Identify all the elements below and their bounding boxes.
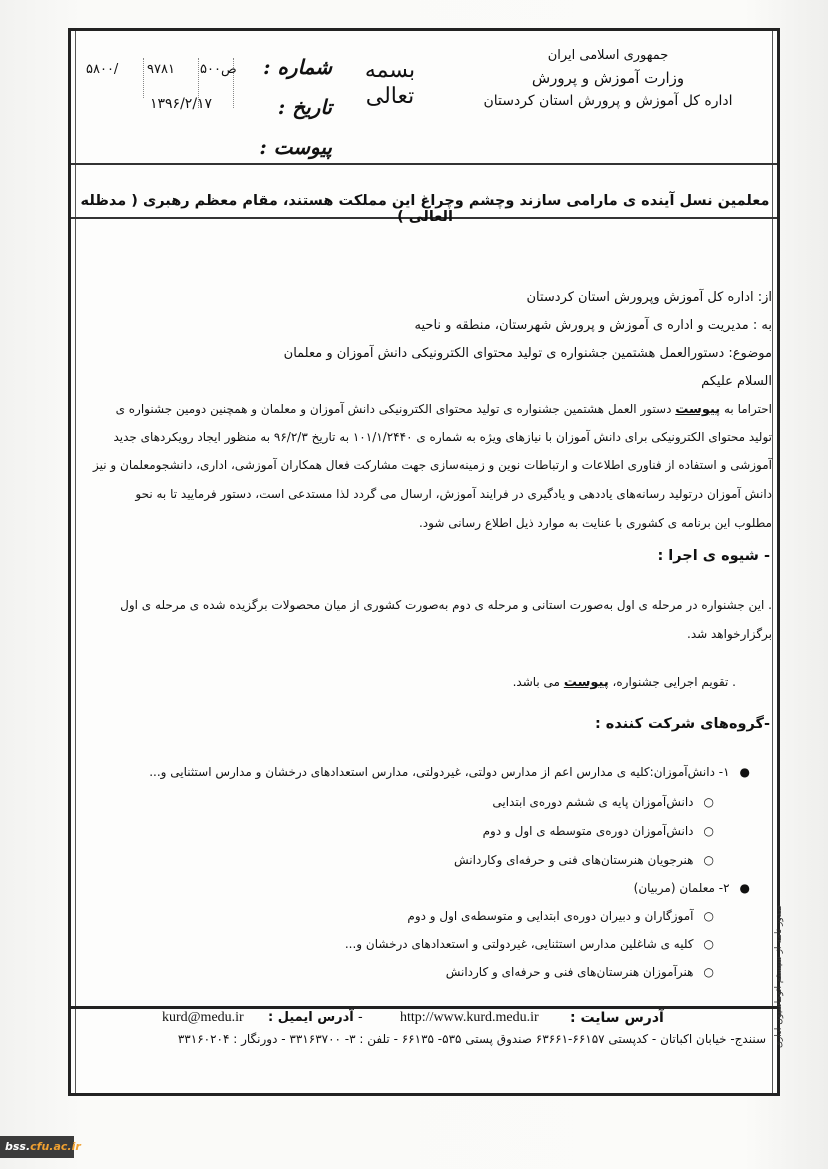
letter-greeting: السلام علیکم <box>701 374 772 389</box>
frame-inner-border-right <box>772 31 773 1093</box>
circle-bullet-icon: ○ <box>703 909 714 923</box>
participant-subitem: ○کلیه ی شاغلین مدارس استثنایی، غیردولتی و استعدادهای درخشان و... <box>344 937 714 951</box>
frame-inner-border-left <box>75 31 76 1093</box>
participant-group: ●۲- معلمان (مربیان) <box>633 881 750 895</box>
email-address[interactable]: kurd@medu.ir <box>162 1010 244 1025</box>
paragraph-line: احتراما به پیوست دستور العمل هشتمین جشنواره ی تولید محتوای الکترونیکی دانش آموزان و معلمان و همچنین دومین جشنواره ی <box>115 402 772 417</box>
website-url[interactable]: http://www.kurd.medu.ir <box>400 1010 539 1025</box>
automation-note: صدور نامه از سیستم اتوماسیون اداری <box>774 905 784 1049</box>
republic-name: جمهوری اسلامی ایران <box>547 48 669 63</box>
participant-subitem: ○هنرجویان هنرستان‌های فنی و حرفه‌ای وکاردانش <box>453 853 714 867</box>
attachment-link: پیوست <box>675 402 721 417</box>
paragraph-line: مطلوب این برنامه ی کشوری با عنایت به موارد ذیل اطلاع رسانی شود. <box>418 516 772 530</box>
paragraph-line: آموزشی و استفاده از فناوری اطلاعات و ارتباطات نوین و زمینه‌سازی جهت مشارکت فعال همکاران آموزشی، اداری، دانشجومعلمان و نیز <box>93 458 772 472</box>
field-separator <box>143 58 144 98</box>
circle-bullet-icon: ○ <box>703 937 714 951</box>
letter-number-part: ص۵۰۰ <box>200 62 237 77</box>
postal-address: سنندج- خیابان اکباتان - کدپستی ۶۶۱۵۷-۶۳۶۶۱ صندوق پستی ۵۳۵- ۶۶۱۳۵ - تلفن : ۳- ۳۳۱۶۳۷۰۰ - دورنگار : ۳۳۱۶۰۲۰۴ <box>177 1032 766 1046</box>
participant-group: ●۱- دانش‌آموزان:کلیه ی مدارس اعم از مدارس دولتی، غیردولتی، مدارس استعدادهای درخشان و مدارس استثنایی و... <box>149 765 750 779</box>
letter-date: ۱۳۹۶/۲/۱۷ <box>150 96 213 112</box>
participant-subitem: ○آموزگاران و دبیران دوره‌ی ابتدایی و متوسطه‌ی اول و دوم <box>407 909 714 923</box>
motto-banner: معلمین نسل آینده ی مارامی سازند وچشم وچراغ این مملکت هستند، مقام معظم رهبری ( مدظله العالی ) <box>80 193 770 225</box>
execution-item-continued: برگزارخواهد شد. <box>687 627 772 641</box>
paragraph-line: دانش آموزان درتولید رسانه‌های یاددهی و یادگیری در فرایند آموزش، ارسال می گردد لذا مستدعی است، دستور فرمایید تا به نحو <box>135 487 772 501</box>
website-label: آدرس سایت : <box>570 1010 664 1026</box>
attachment-label: پیوست : <box>259 135 332 159</box>
department-name: اداره کل آموزش و پرورش استان کردستان <box>483 93 733 109</box>
letter-number-part: ۹۷۸۱ <box>147 62 175 77</box>
letter-from: از: اداره کل آموزش وپرورش استان کردستان <box>526 290 772 305</box>
footer-divider <box>71 1006 777 1009</box>
footer-separator: - <box>358 1010 363 1025</box>
ministry-block <box>458 48 758 109</box>
execution-heading: - شیوه ی اجرا : <box>657 548 770 564</box>
participant-subitem: ○دانش‌آموزان دوره‌ی متوسطه ی اول و دوم <box>482 824 714 838</box>
letter-subject: موضوع: دستورالعمل هشتمین جشنواره ی تولید محتوای الکترونیکی دانش آموزان و معلمان <box>283 346 772 361</box>
letter-number-part: ۵۸۰۰/ <box>86 62 119 77</box>
site-watermark: bss.cfu.ac.ir <box>0 1136 74 1158</box>
bismillah-calligraphy: بسمه تعالی <box>364 58 416 109</box>
participant-subitem: ○هنرآموزان هنرستان‌های فنی و حرفه‌ای و کاردانش <box>445 965 714 979</box>
circle-bullet-icon: ○ <box>703 853 714 867</box>
circle-bullet-icon: ○ <box>703 795 714 809</box>
circle-bullet-icon: ○ <box>703 965 714 979</box>
header-divider <box>71 163 777 165</box>
ministry-name: وزارت آموزش و پرورش <box>531 69 685 87</box>
execution-item: . تقویم اجرایی جشنواره، پیوست می باشد. <box>512 675 736 690</box>
bullet-icon: ● <box>739 765 750 779</box>
date-label: تاریخ : <box>277 95 332 119</box>
letter-to: به : مدیریت و اداره ی آموزش و پرورش شهرستان، منطقه و ناحیه <box>414 318 772 333</box>
circle-bullet-icon: ○ <box>703 824 714 838</box>
number-label: شماره : <box>263 55 332 79</box>
participant-subitem: ○دانش‌آموزان پایه ی ششم دوره‌ی ابتدایی <box>492 795 714 809</box>
bullet-icon: ● <box>739 881 750 895</box>
email-label: آدرس ایمیل : <box>268 1010 354 1025</box>
paragraph-line: تولید محتوای الکترونیکی برای دانش آموزان با نیازهای ویژه به شماره ی ۱۰۱/۱/۲۴۴۰ به تاریخ ۹۶/۲/۳ به منظور ایجاد رویکردهای جدید <box>113 430 772 444</box>
execution-item: . این جشنواره در مرحله ی اول به‌صورت استانی و مرحله ی دوم به‌صورت کشوری از میان محصولات برگزیده شده ی مرحله ی اول <box>120 598 772 612</box>
attachment-link: پیوست <box>563 675 609 690</box>
participants-heading: -گروه‌های شرکت کننده : <box>594 716 770 732</box>
meta-labels <box>252 55 332 175</box>
